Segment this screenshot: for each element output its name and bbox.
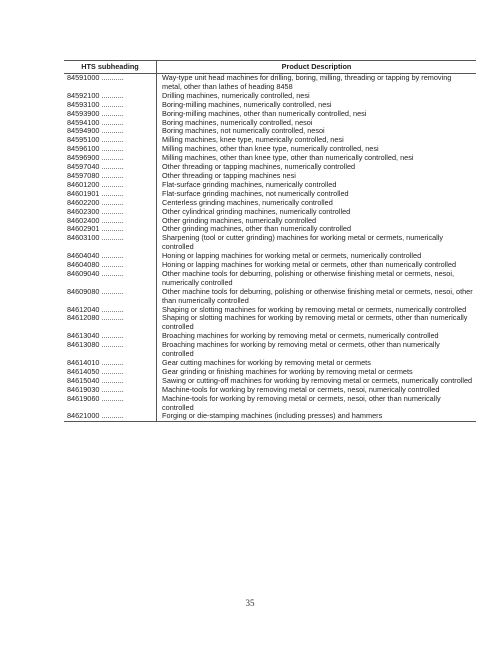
product-description: Drilling machines, numerically controlled, nesi — [162, 90, 310, 100]
hts-table — [64, 60, 476, 422]
hts-code: 84613080 ........... — [64, 341, 157, 359]
hts-code: 84612040 ........... — [64, 306, 157, 315]
hts-code: 84609080 ........... — [64, 288, 157, 306]
product-description: Way-type unit head machines for drilling, boring, milling, threading or tapping by removing metal, other than lathes of heading 8458 — [162, 73, 452, 91]
table-row — [64, 288, 476, 306]
product-description: Gear cutting machines for working by removing metal or cermets — [162, 358, 371, 367]
product-description: Sawing or cutting-off machines for working by removing metal or cermets, numerically controlled — [162, 375, 473, 385]
product-description: Other grinding machines, other than numerically controlled — [162, 224, 352, 234]
hts-code: 84602901 ........... — [64, 225, 157, 234]
hts-code: 84602200 ........... — [64, 199, 157, 208]
product-description: Boring machines, numerically controlled, nesoi — [162, 117, 313, 127]
hts-code: 84593100 ........... — [64, 101, 157, 110]
product-description: Boring machines, not numerically controlled, nesoi — [162, 126, 325, 136]
hts-code: 84621000 ........... — [64, 412, 157, 421]
hts-code: 84591000 ........... — [64, 74, 157, 92]
page-number: 35 — [245, 598, 255, 608]
product-description: Honing or lapping machines for working metal or cermets, numerically controlled — [162, 251, 422, 261]
hts-code: 84595100 ........... — [64, 136, 157, 145]
product-description: Milling machines, other than knee type, other than numerically controlled, nesi — [162, 153, 414, 163]
product-description: Milling machines, other than knee type, numerically controlled, nesi — [162, 144, 379, 154]
product-description: Boring-milling machines, numerically controlled, nesi — [162, 99, 332, 109]
product-description: Gear grinding or finishing machines for working by removing metal or cermets — [162, 366, 413, 376]
hts-code: 84594900 ........... — [64, 127, 157, 136]
table-row — [64, 341, 476, 359]
product-description: Flat-surface grinding machines, not numerically controlled — [162, 188, 349, 198]
product-description: Machine-tools for working by removing metal or cermets, nesoi, other than numerically controlled — [162, 393, 441, 412]
hts-code: 84597080 ........... — [64, 172, 157, 181]
table-body — [64, 74, 476, 422]
hts-code: 84592100 ........... — [64, 92, 157, 101]
hts-code: 84597040 ........... — [64, 163, 157, 172]
product-description: Other machine tools for deburring, polishing or otherwise finishing metal or cermets, nesoi, other than numerically controlled — [162, 286, 473, 305]
hts-code: 84619060 ........... — [64, 395, 157, 413]
product-description: Shaping or slotting machines for working by removing metal or cermets, other than numerically controlled — [162, 313, 468, 332]
hts-code: 84602400 ........... — [64, 217, 157, 226]
table-row — [64, 314, 476, 332]
hts-code: 84603100 ........... — [64, 234, 157, 252]
table-row — [64, 270, 476, 288]
product-description: Machine-tools for working by removing metal or cermets, nesoi, numerically controlled — [162, 384, 440, 394]
product-description: Other threading or tapping machines, numerically controlled — [162, 162, 356, 172]
product-description: Other cylindrical grinding machines, numerically controlled — [162, 206, 351, 216]
hts-code: 84612080 ........... — [64, 314, 157, 332]
product-description: Forging or die-stamping machines (including presses) and hammers — [157, 412, 477, 421]
hts-code: 84602300 ........... — [64, 208, 157, 217]
product-description: Sharpening (tool or cutter grinding) machines for working metal or cermets, numerically controlled — [162, 233, 444, 252]
product-description: Flat-surface grinding machines, numerically controlled — [162, 179, 337, 189]
hts-code: 84609040 ........... — [64, 270, 157, 288]
hts-code: 84596100 ........... — [64, 145, 157, 154]
hts-code: 84596900 ........... — [64, 154, 157, 163]
table-row — [64, 234, 476, 252]
table-header-row — [64, 61, 476, 74]
product-description: Broaching machines for working by removing metal or cermets, other than numerically controlled — [162, 340, 440, 359]
hts-code: 84604040 ........... — [64, 252, 157, 261]
product-description: Centerless grinding machines, numerically controlled — [162, 197, 333, 207]
product-description: Milling machines, knee type, numerically controlled, nesi — [162, 135, 344, 145]
table-row — [64, 412, 476, 421]
hts-code: 84593900 ........... — [64, 110, 157, 119]
product-description: Other threading or tapping machines nesi — [162, 170, 296, 180]
hts-code: 84614010 ........... — [64, 359, 157, 368]
hts-code: 84613040 ........... — [64, 332, 157, 341]
hts-code: 84594100 ........... — [64, 119, 157, 128]
table-row — [64, 74, 476, 92]
product-description: Other machine tools for deburring, polishing or otherwise finishing metal or cermets, nesoi, numerically controlled — [162, 268, 455, 287]
product-description: Broaching machines for working by removing metal or cermets, numerically controlled — [162, 331, 439, 341]
hts-code: 84615040 ........... — [64, 377, 157, 386]
hts-code: 84619030 ........... — [64, 386, 157, 395]
product-description: Other grinding machines, numerically controlled — [162, 215, 317, 225]
hts-code: 84604080 ........... — [64, 261, 157, 270]
product-description: Honing or lapping machines for working metal or cermets, other than numerically controlled — [162, 260, 457, 270]
hts-code: 84601901 ........... — [64, 190, 157, 199]
header-product-description: Product Description — [157, 61, 477, 74]
product-description: Boring-milling machines, other than numerically controlled, nesi — [162, 108, 367, 118]
hts-code: 84614050 ........... — [64, 368, 157, 377]
hts-code: 84601200 ........... — [64, 181, 157, 190]
table-row — [64, 395, 476, 413]
product-description: Shaping or slotting machines for working by removing metal or cermets, numerically controlled — [162, 304, 467, 314]
header-hts-subheading: HTS subheading — [64, 61, 157, 74]
